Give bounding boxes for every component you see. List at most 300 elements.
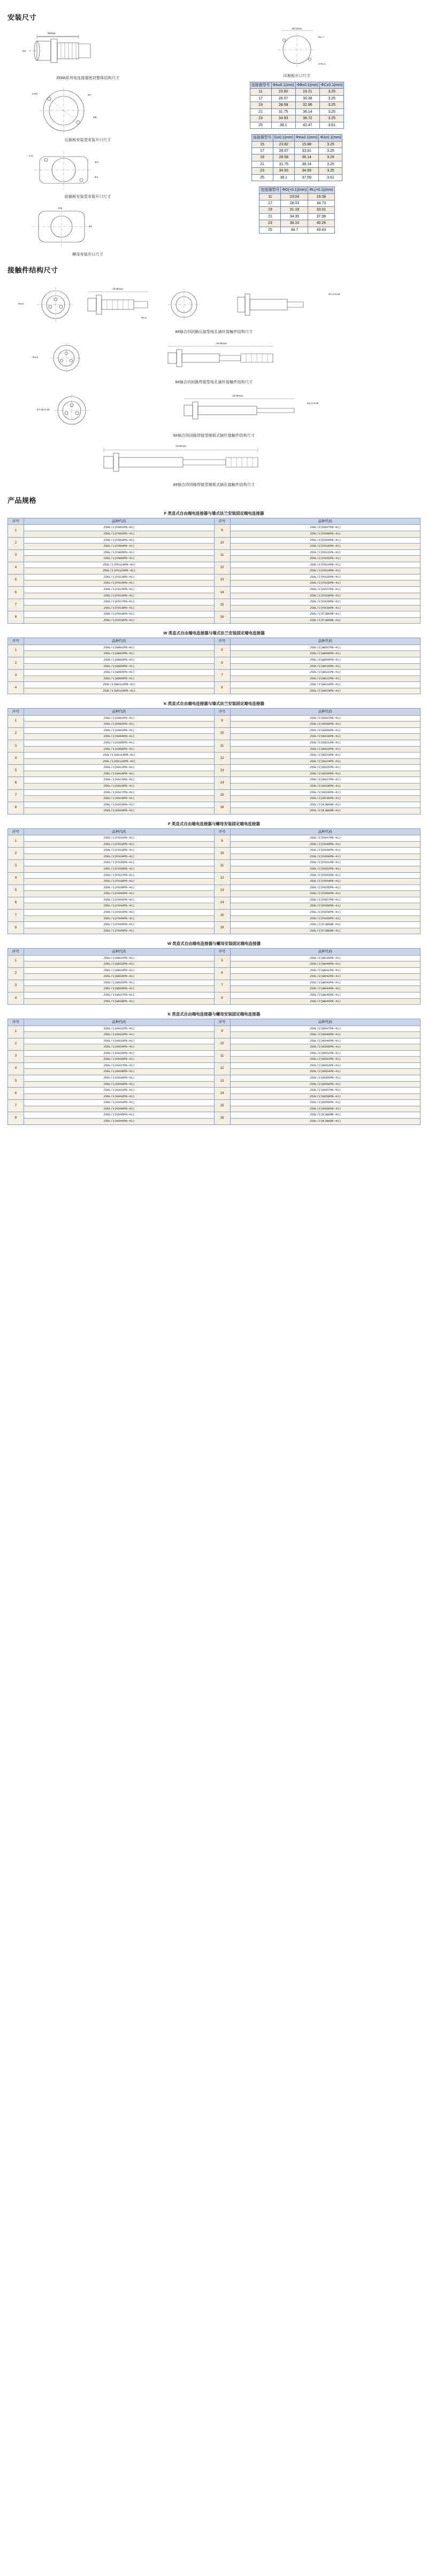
spec-part-number: J59L/2)W008PN-41)	[230, 651, 421, 657]
table-row	[8, 1088, 421, 1094]
spec-row-number: 1	[8, 955, 24, 967]
dim-table-cell: 32.96	[295, 102, 319, 108]
spec-part-number: J59L/2)F056PN-41)	[230, 891, 421, 897]
drawing-contact-solder	[7, 338, 421, 385]
spec-part-number: J59L/1)K033PN-41)	[24, 1038, 215, 1044]
table-row	[8, 967, 421, 974]
spec-row-number: 1	[8, 835, 24, 848]
spec-part-number: J59L/2)F022PN-41)	[230, 556, 421, 562]
spec-row-number: 8	[214, 992, 230, 1004]
dim-table-cell: 37.59	[294, 174, 319, 181]
spec-part-number: J59L/1)F037PN-41)	[24, 872, 215, 879]
spec-part-number: J59L/2)K059PN-41)	[230, 1100, 421, 1106]
spec-part-number: J59L/2)K049PN-41)	[230, 1038, 421, 1044]
table-row	[8, 727, 421, 734]
dim-table-cell: 19	[259, 207, 281, 213]
spec-row-number: 5	[214, 955, 230, 967]
spec-part-number: J59L/1)W035PN-41)	[24, 980, 215, 986]
dim-table-cell: 33.01	[308, 207, 334, 213]
spec-part-number: J59L/2)F055PN-41)	[230, 884, 421, 891]
table-row	[8, 992, 421, 998]
dim-table-cell: 28.58	[271, 102, 295, 108]
spec-part-number: J59L/1)K018PN-41)	[24, 796, 215, 802]
drawing-contact-crimp-svg	[7, 279, 419, 328]
drawing-pcb-socket-svg	[7, 441, 419, 481]
spec-part-number: J59L/2)F028PN-41)	[230, 593, 421, 599]
spec-part-number: J59L/1)F034PN-41)	[24, 854, 215, 860]
spec-part-number: J59L/1)F039PN-41)	[24, 884, 215, 891]
spec-part-number: J59L/2)K028PN-41)	[230, 783, 421, 789]
spec-row-number: 14	[214, 1088, 230, 1100]
spec-part-number: J59L/1)K045PN-41)	[24, 1112, 215, 1119]
spec-part-number: J59L/1)W032PN-41)	[24, 961, 215, 968]
spec-part-number: J59L/1)F020PN-41)	[24, 617, 215, 624]
spec-part-number: J59L/2)K053PN-41)	[230, 1062, 421, 1069]
spec-header-cell: 品种代码	[230, 828, 421, 835]
spec-block	[7, 940, 421, 1005]
svg-text:Φ3.8: Φ3.8	[18, 302, 24, 305]
table-row	[8, 574, 421, 580]
table-row	[8, 715, 421, 721]
spec-row-number: 12	[214, 872, 230, 884]
spec-part-number: J59L/1)F006PN-41)	[24, 556, 215, 562]
svg-text:Φ1.6: Φ1.6	[141, 316, 147, 319]
spec-part-number: J59L/1)W012APN-41)	[24, 688, 215, 694]
spec-part-number: J59L/1)K003PN-41)	[24, 727, 215, 734]
spec-part-number: J59L/1)F013PN-41)	[24, 574, 215, 580]
spec-header-cell: 序号	[8, 709, 24, 715]
spec-part-number: J59L/2)K055PN-41)	[230, 1075, 421, 1082]
spec-part-number: J59L/1)K042PN-41)	[24, 1093, 215, 1100]
spec-part-number: J59L/1)F004PN-41)	[24, 544, 215, 550]
spec-part-number: J59L/1)K011APN-41)	[24, 752, 215, 759]
svg-text:19.05max: 19.05max	[112, 288, 123, 290]
table-row	[8, 525, 421, 531]
spec-row-number: 5	[8, 884, 24, 897]
spec-row-number: 11	[214, 740, 230, 752]
spec-part-number: J59L/1)K034PN-41)	[24, 1044, 215, 1051]
table-row	[8, 848, 421, 854]
table-row	[251, 174, 342, 181]
dim-table-cell: 23.04	[281, 193, 308, 200]
spec-row-number: 8	[214, 682, 230, 694]
dimension-tables	[173, 82, 421, 234]
dim-table-cell: 34.93	[271, 115, 295, 122]
dim-table-header-cell: ΦJ±0.1(mm)	[319, 135, 342, 141]
spec-header-cell: 品种代码	[24, 709, 215, 715]
table-row	[8, 860, 421, 866]
table-row	[250, 108, 344, 115]
spec-part-number: J59L/2)K026PN-41)	[230, 771, 421, 777]
spec-header-cell: 品种代码	[230, 518, 421, 525]
caption-d4: 前插板安装型安装开口尺寸	[64, 195, 111, 199]
svg-text:Φ3.8: Φ3.8	[33, 356, 38, 359]
spec-part-number: J59L/1)F042PN-41)	[24, 903, 215, 910]
table-row	[8, 777, 421, 783]
spec-row-number: 7	[8, 909, 24, 921]
caption-d1: J59M系列电连接器密封整体结构尺寸	[56, 76, 120, 80]
spec-part-number: J59L/1)F045PN-41)	[24, 922, 215, 928]
spec-part-number: J59L/1)W006PN-41)	[24, 676, 215, 682]
spec-row-number: 4	[8, 1062, 24, 1075]
spec-header-cell: 序号	[214, 949, 230, 955]
table-row	[251, 154, 342, 161]
spec-header-cell: 序号	[214, 518, 230, 525]
spec-part-number: J59L/2)F023PN-41)	[230, 562, 421, 568]
spec-row-number: 7	[214, 980, 230, 992]
spec-table	[7, 518, 421, 624]
spec-row-number: 6	[214, 657, 230, 669]
spec-part-number: J59L/1)K032PN-41)	[24, 1032, 215, 1038]
spec-part-number: J59L/2)K052PN-41)	[230, 1057, 421, 1063]
spec-row-number: 16	[214, 611, 230, 624]
spec-part-number: J59L/1)K041PN-41)	[24, 1088, 215, 1094]
spec-header-cell: 序号	[8, 1019, 24, 1026]
spec-part-number: J59L/2)F007PN-41)	[230, 525, 421, 531]
table-row	[250, 102, 344, 108]
table-row	[250, 89, 344, 95]
spec-part-number: J59L/2)W023PN-41)	[230, 682, 421, 688]
svg-text:ΦB: ΦB	[93, 116, 97, 119]
spec-row-number: 3	[8, 549, 24, 562]
spec-table-header	[8, 949, 421, 955]
dim-table-cell: 3.25	[319, 95, 344, 102]
spec-part-number: J59L/1)F012APN-41)	[24, 568, 215, 575]
dim-table-cell: 30.38	[295, 95, 319, 102]
spec-row-number: 3	[8, 740, 24, 752]
spec-block-title: W 类直式自由端电连接器与墙式法兰安装固定端电连接器	[163, 631, 265, 636]
spec-header-cell: 品种代码	[24, 828, 215, 835]
spec-part-number: J59L/1)W034PN-41)	[24, 974, 215, 980]
spec-part-number: J59L/2)K)B0DR-41)	[230, 1118, 421, 1124]
dim-table-cell: 3.25	[319, 115, 344, 122]
spec-part-number: J59L/1)W037PN-41)	[24, 992, 215, 998]
drawing-rear-mount	[7, 85, 168, 143]
spec-part-number: J59L/1)W005PN-41)	[24, 670, 215, 676]
spec-part-number: J59L/2)W044PN-41)	[230, 986, 421, 992]
spec-part-number: J59L/2)K025PN-41)	[230, 765, 421, 771]
dim-table-cell: 3.25	[319, 148, 342, 154]
spec-row-number: 2	[8, 967, 24, 980]
dim-table-cell: 31.19	[281, 207, 308, 213]
spec-part-number: J59L/1)F040PN-41)	[24, 891, 215, 897]
spec-part-number: J59L/1)W038PN-41)	[24, 998, 215, 1005]
spec-table-header	[8, 518, 421, 525]
spec-part-number: J59L/2)F)B0DR-41)	[230, 928, 421, 934]
dim-table-cell: 3.25	[319, 141, 342, 148]
spec-block-title: F 类直式自由端电连接器与螺母安装固定端电连接器	[168, 821, 260, 826]
spec-row-number: 15	[214, 909, 230, 921]
spec-part-number: J59L/1)K013PN-41)	[24, 765, 215, 771]
section-title-mount: 安装尺寸	[7, 13, 37, 21]
spec-row-number: 15	[214, 789, 230, 802]
dim-table-1-header	[250, 82, 344, 89]
spec-part-number: J59L/2)W007PN-41)	[230, 645, 421, 651]
spec-row-number: 9	[214, 1026, 230, 1038]
dim-table-cell: 31.75	[273, 161, 294, 167]
table-row	[8, 1050, 421, 1057]
spec-part-number: J59L/2)K030PN-41)	[230, 796, 421, 802]
spec-part-number: J59L/1)K006PN-41)	[24, 746, 215, 752]
table-row	[259, 220, 334, 227]
spec-part-number: J59L/1)K002PN-41)	[24, 721, 215, 728]
spec-part-number: J59L/1)K015PN-41)	[24, 777, 215, 783]
spec-part-number: J59L/1)W031PN-41)	[24, 955, 215, 961]
drawing-j59m-overall-svg	[7, 26, 168, 74]
spec-row-number: 10	[214, 537, 230, 549]
dim-table-cell: 3.61	[319, 174, 342, 181]
spec-part-number: J59L/2)K060PN-41)	[230, 1106, 421, 1112]
spec-row-number: 2	[8, 727, 24, 740]
table-row	[8, 1100, 421, 1106]
spec-part-number: J59L/2)F009PN-41)	[230, 537, 421, 544]
spec-table	[7, 828, 421, 934]
spec-part-number: J59L/1)F031PN-41)	[24, 835, 215, 842]
spec-table	[7, 708, 421, 814]
spec-table	[7, 948, 421, 1005]
table-row	[259, 213, 334, 220]
svg-text:16max: 16max	[47, 32, 56, 35]
spec-part-number: J59L/1)W033PN-41)	[24, 967, 215, 974]
spec-row-number: 1	[8, 715, 24, 727]
spec-row-number: 5	[8, 765, 24, 777]
spec-row-number: 10	[214, 848, 230, 860]
svg-text:Φ6: Φ6	[22, 50, 26, 52]
spec-row-number: 3	[8, 670, 24, 682]
spec-header-cell: 品种代码	[230, 949, 421, 955]
spec-part-number: J59L/2)K051PN-41)	[230, 1050, 421, 1057]
spec-row-number: 4	[8, 752, 24, 765]
table-row	[259, 200, 334, 207]
spec-part-number: J59L/1)F036PN-41)	[24, 866, 215, 873]
spec-row-number: 1	[8, 525, 24, 537]
spec-row-number: 16	[214, 1112, 230, 1124]
spec-part-number: J59L/1)F017PN-41)	[24, 599, 215, 606]
spec-part-number: J59L/2)F048PN-41)	[230, 841, 421, 848]
drawing-pcb-pin-svg	[7, 388, 419, 432]
spec-part-number: J59L/1)F044PN-41)	[24, 915, 215, 922]
caption-d2: 印制板开口尺寸	[283, 74, 311, 78]
spec-row-number: 5	[8, 1075, 24, 1088]
spec-header-cell: 序号	[8, 828, 24, 835]
dim-table-cell: 21	[251, 161, 273, 167]
spec-part-number: J59L/1)F019PN-41)	[24, 611, 215, 618]
spec-part-number: J59L/2)F025PN-41)	[230, 574, 421, 580]
dim-table-cell: 37.08	[308, 213, 334, 220]
dim-table-cell: 21	[250, 108, 271, 115]
spec-part-number: J59L/2)K057PN-41)	[230, 1088, 421, 1094]
spec-part-number: J59L/1)F032PN-41)	[24, 841, 215, 848]
svg-text:Φ1.0+0.05: Φ1.0+0.05	[307, 402, 319, 405]
spec-part-number: J59L/2)K050PN-41)	[230, 1044, 421, 1051]
spec-part-number: J59L/2)W010PN-41)	[230, 663, 421, 670]
spec-part-number: J59L/2)F)B0DR-41)	[230, 922, 421, 928]
spec-part-number: J59L/2)K024PN-41)	[230, 758, 421, 765]
dim-table-2-body	[251, 141, 342, 181]
table-row	[8, 549, 421, 556]
spec-part-number: J59L/1)K043PN-41)	[24, 1100, 215, 1106]
dim-table-cell: 38.1	[273, 174, 294, 181]
dim-table-cell: 34.35	[281, 213, 308, 220]
spec-part-number: J59L/2)F047PN-41)	[230, 835, 421, 842]
spec-part-number: J59L/1)F046PN-41)	[24, 928, 215, 934]
drawing-front-mount-svg	[7, 147, 168, 193]
spec-row-number: 16	[214, 922, 230, 934]
spec-row-number: 2	[8, 537, 24, 549]
dim-table-cell: 23	[259, 220, 281, 227]
dim-table-header-cell: 连接器型号	[250, 82, 271, 89]
table-row	[8, 765, 421, 771]
spec-part-number: J59L/1)K005PN-41)	[24, 740, 215, 747]
dim-table-header-cell: ΦL(+0.1)(mm)	[308, 187, 334, 193]
spec-part-number: J59L/2)K021PN-41)	[230, 740, 421, 747]
spec-row-number: 6	[8, 897, 24, 909]
spec-part-number: J59L/2)K)B0DR-41)	[230, 1112, 421, 1119]
spec-part-number: J59L/2)W040PN-41)	[230, 961, 421, 968]
spec-header-cell: 品种代码	[230, 1019, 421, 1026]
dim-table-cell: 23	[250, 115, 271, 122]
dim-table-3-body	[259, 193, 334, 234]
table-row	[8, 955, 421, 961]
spec-part-number: J59L/1)K001PN-41)	[24, 715, 215, 721]
dim-table-cell: 42.47	[295, 122, 319, 128]
spec-part-number: J59L/2)F052PN-41)	[230, 866, 421, 873]
dim-table-cell: 28.03	[281, 200, 308, 207]
spec-header-cell: 序号	[214, 638, 230, 645]
table-row	[251, 168, 342, 174]
spec-row-number: 2	[8, 657, 24, 669]
dim-table-cell: 38.1	[271, 122, 295, 128]
dim-table-2-header	[251, 135, 342, 141]
spec-header-cell: 品种代码	[24, 1019, 215, 1026]
table-row	[8, 645, 421, 651]
dim-table-cell: 28.07	[273, 148, 294, 154]
spec-row-number: 4	[8, 562, 24, 574]
dim-table-header-cell: G±0.1(mm)	[273, 135, 294, 141]
spec-part-number: J59L/1)K036PN-41)	[24, 1057, 215, 1063]
spec-part-number: J59L/1)F002PN-41)	[24, 531, 215, 537]
connector-drawings	[7, 279, 421, 487]
spec-row-number: 3	[8, 1050, 24, 1062]
spec-part-number: J59L/1)W001PN-41)	[24, 645, 215, 651]
spec-part-number: J59L/1)K039PN-41)	[24, 1075, 215, 1082]
caption-d6: 8#插合四回路压接型电孔插针接触件结构尺寸	[175, 330, 253, 334]
table-row	[259, 227, 334, 233]
table-row	[251, 161, 342, 167]
spec-part-number: J59L/2)F053PN-41)	[230, 872, 421, 879]
table-row	[250, 95, 344, 102]
spec-block	[7, 820, 421, 934]
dim-table-cell: 38.10	[281, 220, 308, 227]
dim-table-1	[250, 82, 345, 129]
svg-text:19.05max: 19.05max	[216, 342, 227, 345]
svg-text:Φ1.7: Φ1.7	[318, 36, 324, 38]
spec-row-number: 15	[214, 599, 230, 611]
spec-table-header	[8, 828, 421, 835]
dim-table-header-cell: ΦA±0.1(mm)	[271, 82, 295, 89]
table-row	[8, 802, 421, 808]
table-row	[8, 1062, 421, 1069]
document-page	[0, 0, 428, 1146]
spec-part-number: J59L/1)F016PN-41)	[24, 593, 215, 599]
table-row	[8, 611, 421, 618]
spec-part-number: J59L/2)K047PN-41)	[230, 1026, 421, 1032]
dim-table-cell: 3.25	[319, 102, 344, 108]
spec-header-cell: 序号	[214, 709, 230, 715]
spec-block-title: K 类直式自由端电连接器与墙式法兰安装固定端电连接器	[164, 701, 264, 707]
drawing-nut-mount	[7, 204, 168, 257]
dim-table-cell: 19.38	[308, 193, 334, 200]
spec-part-number: J59L/2)F049PN-41)	[230, 848, 421, 854]
dim-table-cell: 43.43	[308, 227, 334, 233]
table-row	[8, 752, 421, 759]
spec-row-number: 1	[8, 645, 24, 657]
spec-header-cell: 品种代码	[24, 949, 215, 955]
spec-header-cell: 品种代码	[24, 638, 215, 645]
dim-table-cell: 3.25	[319, 108, 344, 115]
svg-text:ΦJ: ΦJ	[95, 176, 98, 179]
dim-table-header-cell: ΦC±0.1(mm)	[319, 82, 344, 89]
dim-table-header-cell: ΦH±0.1(mm)	[294, 135, 319, 141]
spec-part-number: J59L/2)W039PN-41)	[230, 955, 421, 961]
spec-part-number: J59L/1)K046PN-41)	[24, 1118, 215, 1124]
table-row	[251, 148, 342, 154]
spec-part-number: J59L/1)K038PN-41)	[24, 1069, 215, 1075]
section-title-connector: 接触件结构尺寸	[7, 266, 58, 274]
dim-table-cell: 25	[251, 174, 273, 181]
section-title-spec: 产品规格	[7, 496, 37, 505]
spec-part-number: J59L/2)K007PN-41)	[230, 715, 421, 721]
dim-table-cell: 3.25	[319, 168, 342, 174]
spec-part-number: J59L/1)W002PN-41)	[24, 651, 215, 657]
dim-table-header-cell: 连接器型号	[251, 135, 273, 141]
spec-part-number: J59L/2)K027PN-41)	[230, 777, 421, 783]
dim-table-cell: 3.25	[319, 161, 342, 167]
spec-part-number: J59L/1)F014PN-41)	[24, 580, 215, 587]
spec-row-number: 16	[214, 802, 230, 814]
spec-row-number: 10	[214, 1038, 230, 1050]
spec-part-number: J59L/2)K009PN-41)	[230, 727, 421, 734]
spec-row-number: 9	[214, 525, 230, 537]
spec-part-number: J59L/2)K)B0DR-41)	[230, 808, 421, 814]
dim-table-cell: 25	[250, 122, 271, 128]
spec-row-number: 12	[214, 562, 230, 574]
table-row	[259, 207, 334, 213]
spec-row-number: 8	[8, 922, 24, 934]
spec-part-number: J59L/2)K058PN-41)	[230, 1093, 421, 1100]
spec-part-number: J59L/1)F033PN-41)	[24, 848, 215, 854]
spec-part-number: J59L/2)F050PN-41)	[230, 854, 421, 860]
spec-part-number: J59L/1)K035PN-41)	[24, 1050, 215, 1057]
spec-row-number: 6	[8, 1088, 24, 1100]
spec-header-cell: 序号	[8, 638, 24, 645]
spec-row-number: 8	[8, 1112, 24, 1124]
spec-block	[7, 700, 421, 814]
dim-table-cell: 36.14	[295, 108, 319, 115]
spec-row-number: 14	[214, 777, 230, 789]
spec-block-title: K 类直式自由端电连接器与螺母安装固定端电连接器	[167, 1012, 261, 1017]
dim-table-cell: 19	[251, 154, 273, 161]
spec-row-number: 13	[214, 1075, 230, 1088]
mount-tables-column	[173, 26, 421, 234]
drawing-contact-crimp	[7, 279, 421, 335]
spec-table-header	[8, 638, 421, 645]
svg-text:19.05max: 19.05max	[175, 445, 186, 447]
spec-table-header	[8, 1019, 421, 1026]
dim-table-cell: 44.7	[281, 227, 308, 233]
table-row	[8, 670, 421, 676]
svg-text:ΦH: ΦH	[95, 161, 98, 164]
